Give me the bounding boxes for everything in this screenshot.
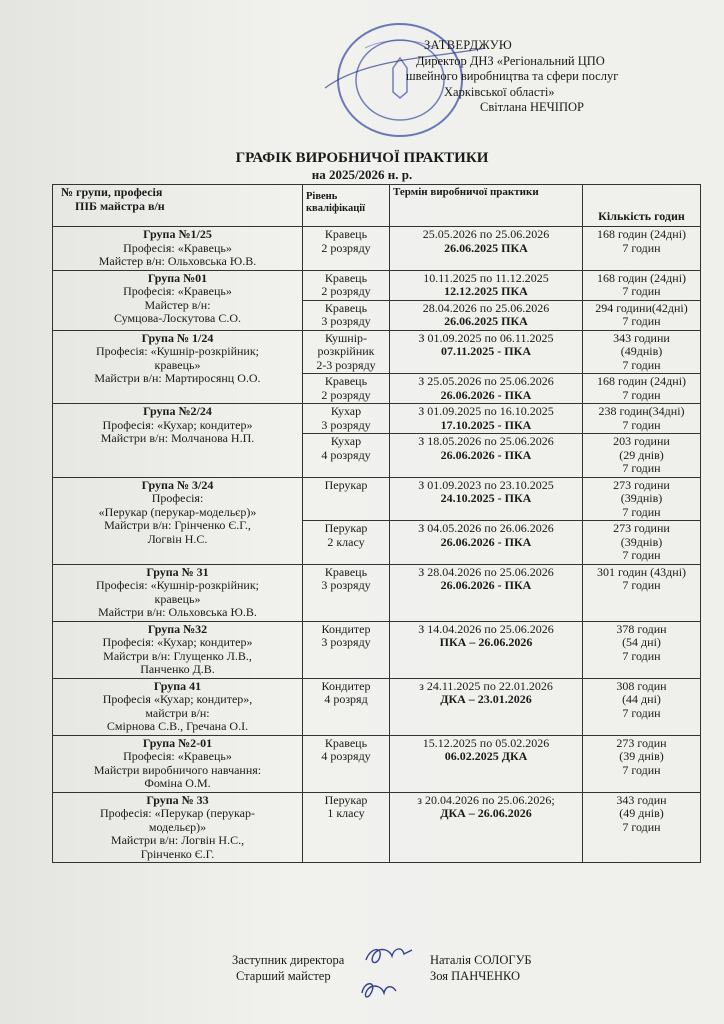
header-term: Термін виробничої практики xyxy=(390,185,583,227)
header-group xyxy=(53,185,303,227)
term-dates: З 01.09.2023 по 23.10.2025 xyxy=(418,477,554,492)
header-hours: Кількість годин xyxy=(583,185,701,227)
group-detail: Смірнова С.В., Гречана О.І. xyxy=(106,719,249,733)
exam-date: ДКА – 23.01.2026 xyxy=(440,692,532,706)
term-cell xyxy=(390,300,583,330)
group-name: Група №1/25 xyxy=(143,227,212,241)
table-row xyxy=(53,735,701,792)
term-dates: 15.12.2025 по 05.02.2026 xyxy=(422,735,550,750)
exam-date: 26.06.2025 ПКА xyxy=(444,240,528,255)
hours-cell: 168 годин (24дні) 7 годин xyxy=(583,227,701,271)
hours-cell: 238 годин(34дні) 7 годин xyxy=(583,404,701,434)
group-detail: Професія: «Кухар; кондитер» xyxy=(102,635,253,649)
qualification-cell: Перукар 1 класу xyxy=(303,792,390,863)
term-cell xyxy=(390,330,583,374)
group-detail: майстри в/н: xyxy=(145,705,210,720)
group-name: Група №01 xyxy=(147,270,208,285)
document-subtitle: на 2025/2026 н. р. xyxy=(311,167,413,182)
term-cell xyxy=(390,270,583,300)
term-cell xyxy=(390,621,583,678)
group-name: Група № 33 xyxy=(146,792,209,807)
handwritten-signature xyxy=(360,940,420,970)
group-detail: модельєр)» xyxy=(148,819,207,834)
group-cell xyxy=(53,330,303,404)
group-detail: Майстри в/н: Ольховська Ю.В. xyxy=(98,605,257,619)
qualification-cell: Кравець 3 розряду xyxy=(303,300,390,330)
group-detail: Панченко Д.В. xyxy=(140,662,215,676)
qualification-cell: Кравець 4 розряду xyxy=(303,735,390,792)
hours-cell: 308 годин (44 дні) 7 годин xyxy=(583,678,701,735)
exam-date: 26.06.2026 - ПКА xyxy=(440,447,532,462)
table-row xyxy=(53,227,701,271)
qualification-cell: Кушнір- розкрійник 2-3 розряду xyxy=(303,330,390,374)
group-cell xyxy=(53,621,303,678)
hours-cell: 273 години (39днів) 7 годин xyxy=(583,521,701,565)
group-name: Група 41 xyxy=(153,678,202,693)
group-detail: кравець» xyxy=(154,357,201,372)
group-detail: Майстри в/н: Глущенко Л.В., xyxy=(103,648,252,663)
signer-role: Заступник директора xyxy=(232,953,345,967)
term-dates: З 18.05.2026 по 25.06.2026 xyxy=(418,434,554,448)
table-row xyxy=(53,792,701,863)
exam-date: 12.12.2025 ПКА xyxy=(444,284,528,298)
group-detail: Професія: «Перукар (перукар- xyxy=(100,806,255,820)
approval-block xyxy=(406,38,716,116)
signer-role: Старший майстер xyxy=(236,969,331,983)
group-cell xyxy=(53,678,303,735)
qualification-cell: Кравець 2 розряду xyxy=(303,374,390,404)
term-cell xyxy=(390,521,583,565)
qualification-cell: Перукар 2 класу xyxy=(303,521,390,565)
term-cell xyxy=(390,678,583,735)
group-cell xyxy=(53,735,303,792)
term-dates: З 01.09.2025 по 06.11.2025 xyxy=(418,330,554,345)
group-cell xyxy=(53,477,303,564)
table-header-row xyxy=(53,185,701,227)
approval-line: Харківської області» xyxy=(444,84,555,99)
term-dates: З 04.05.2026 по 26.06.2026 xyxy=(418,521,554,535)
term-dates: З 25.05.2026 по 25.06.2026 xyxy=(418,374,554,388)
qualification-cell: Кондитер 4 розряд xyxy=(303,678,390,735)
group-detail: Професія: «Кушнір-розкрійник; xyxy=(95,578,259,592)
exam-date: 06.02.2025 ДКА xyxy=(444,749,528,763)
group-name: Група № 1/24 xyxy=(141,330,214,345)
exam-date: ДКА – 26.06.2026 xyxy=(440,806,532,820)
term-dates: з 20.04.2026 по 25.06.2026; xyxy=(417,792,555,807)
group-detail: Фоміна О.М. xyxy=(144,776,211,790)
hours-cell: 273 години (39днів) 7 годин xyxy=(583,477,701,521)
header-level: Рівень кваліфікації xyxy=(303,185,390,227)
group-detail: Професія «Кухар; кондитер», xyxy=(102,692,253,706)
term-dates: З 14.04.2026 по 25.06.2026 xyxy=(418,621,554,636)
group-name: Група №2/24 xyxy=(143,404,212,418)
qualification-cell: Кондитер 3 розряду xyxy=(303,621,390,678)
table-row xyxy=(53,270,701,300)
header-group-line2: ПІБ майстра в/н xyxy=(75,198,165,213)
document-title: ГРАФІК ВИРОБНИЧОЇ ПРАКТИКИ xyxy=(235,150,489,166)
table-row xyxy=(53,477,701,521)
hours-cell: 343 години (49днів) 7 годин xyxy=(583,330,701,374)
approval-line: Світлана НЕЧІПОР xyxy=(480,100,584,114)
group-cell xyxy=(53,270,303,330)
group-detail: кравець» xyxy=(154,591,201,606)
group-name: Група № 3/24 xyxy=(141,477,214,492)
approval-line: ЗАТВЕРДЖУЮ xyxy=(424,38,513,52)
term-cell xyxy=(390,374,583,404)
group-detail: Професія: «Кравець» xyxy=(123,240,232,255)
group-detail: Професія: xyxy=(151,491,204,505)
group-detail: Логвін Н.С. xyxy=(147,531,208,546)
table-row xyxy=(53,621,701,678)
group-detail: Грінченко Є.Г. xyxy=(140,846,215,861)
group-cell xyxy=(53,404,303,478)
table-row xyxy=(53,564,701,621)
practice-schedule-table xyxy=(52,184,701,863)
qualification-cell: Кравець 3 розряду xyxy=(303,564,390,621)
qualification-cell: Перукар xyxy=(303,477,390,521)
hours-cell: 203 години (29 днів) 7 годин xyxy=(583,434,701,478)
exam-date: 26.06.2025 ПКА xyxy=(444,314,528,328)
hours-cell: 378 годин (54 дні) 7 годин xyxy=(583,621,701,678)
group-detail: Майстри в/н: Молчанова Н.П. xyxy=(100,431,255,445)
term-dates: З 01.09.2025 по 16.10.2025 xyxy=(418,404,554,418)
group-cell xyxy=(53,792,303,863)
signer-name: Наталія СОЛОГУБ xyxy=(430,953,532,967)
table-row xyxy=(53,404,701,434)
hours-cell: 294 години(42дні) 7 годин xyxy=(583,300,701,330)
exam-date: 26.06.2026 - ПКА xyxy=(440,534,532,549)
exam-date: 24.10.2025 - ПКА xyxy=(440,491,532,505)
term-cell xyxy=(390,477,583,521)
hours-cell: 343 годин (49 днів) 7 годин xyxy=(583,792,701,863)
term-dates: 25.05.2026 по 25.06.2026 xyxy=(422,227,550,241)
group-detail: Майстер в/н: xyxy=(144,297,211,312)
term-dates: з 24.11.2025 по 22.01.2026 xyxy=(419,678,553,693)
group-detail: Майстри в/н: Грінченко Є.Г., xyxy=(104,518,251,532)
header-group-line1: № групи, професія xyxy=(61,185,163,199)
exam-date: 07.11.2025 - ПКА xyxy=(440,344,532,358)
hours-cell: 273 годин (39 днів) 7 годин xyxy=(583,735,701,792)
group-detail: Майстри в/н: Логвін Н.С., xyxy=(110,833,245,847)
group-detail: Професія: «Кравець» xyxy=(123,284,232,298)
handwritten-signature xyxy=(356,975,406,1005)
group-detail: Сумцова-Лоскутова С.О. xyxy=(113,311,242,325)
approval-line: швейного виробництва та сфери послуг xyxy=(406,69,619,83)
group-detail: Майстри виробничого навчання: xyxy=(93,762,262,777)
term-cell xyxy=(390,434,583,478)
qualification-cell: Кухар 3 розряду xyxy=(303,404,390,434)
term-cell xyxy=(390,404,583,434)
signer-name: Зоя ПАНЧЕНКО xyxy=(430,969,521,983)
exam-date: 17.10.2025 - ПКА xyxy=(440,417,532,432)
exam-date: 26.06.2026 - ПКА xyxy=(440,578,532,592)
group-detail: Професія: «Кравець» xyxy=(123,749,232,763)
qualification-cell: Кухар 4 розряду xyxy=(303,434,390,478)
hours-cell: 301 годин (43дні) 7 годин xyxy=(583,564,701,621)
term-cell xyxy=(390,792,583,863)
hours-cell: 168 годин (24дні) 7 годин xyxy=(583,270,701,300)
group-detail: Професія: «Кушнір-розкрійник; xyxy=(95,344,259,358)
approval-line: Директор ДНЗ «Регіональний ЦПО xyxy=(416,53,605,68)
group-cell xyxy=(53,227,303,271)
exam-date: ПКА – 26.06.2026 xyxy=(439,635,533,649)
group-detail: «Перукар (перукар-модельєр)» xyxy=(98,504,257,519)
group-name: Група №2-01 xyxy=(142,735,213,750)
hours-cell: 168 годин (24дні) 7 годин xyxy=(583,374,701,404)
term-cell xyxy=(390,227,583,271)
group-detail: Майстер в/н: Ольховська Ю.В. xyxy=(98,254,257,268)
term-cell xyxy=(390,564,583,621)
qualification-cell: Кравець 2 розряду xyxy=(303,227,390,271)
group-cell xyxy=(53,564,303,621)
term-dates: 28.04.2026 по 25.06.2026 xyxy=(422,300,550,315)
group-detail: Майстри в/н: Мартиросянц О.О. xyxy=(94,371,261,385)
table-row xyxy=(53,678,701,735)
term-cell xyxy=(390,735,583,792)
group-name: Група №32 xyxy=(147,621,208,636)
exam-date: 26.06.2026 - ПКА xyxy=(440,387,532,402)
group-detail: Професія: «Кухар; кондитер» xyxy=(102,417,253,432)
table-row xyxy=(53,330,701,374)
qualification-cell: Кравець 2 розряду xyxy=(303,270,390,300)
term-dates: 10.11.2025 по 11.12.2025 xyxy=(423,270,549,285)
term-dates: З 28.04.2026 по 25.06.2026 xyxy=(418,564,554,579)
group-name: Група № 31 xyxy=(146,564,209,579)
